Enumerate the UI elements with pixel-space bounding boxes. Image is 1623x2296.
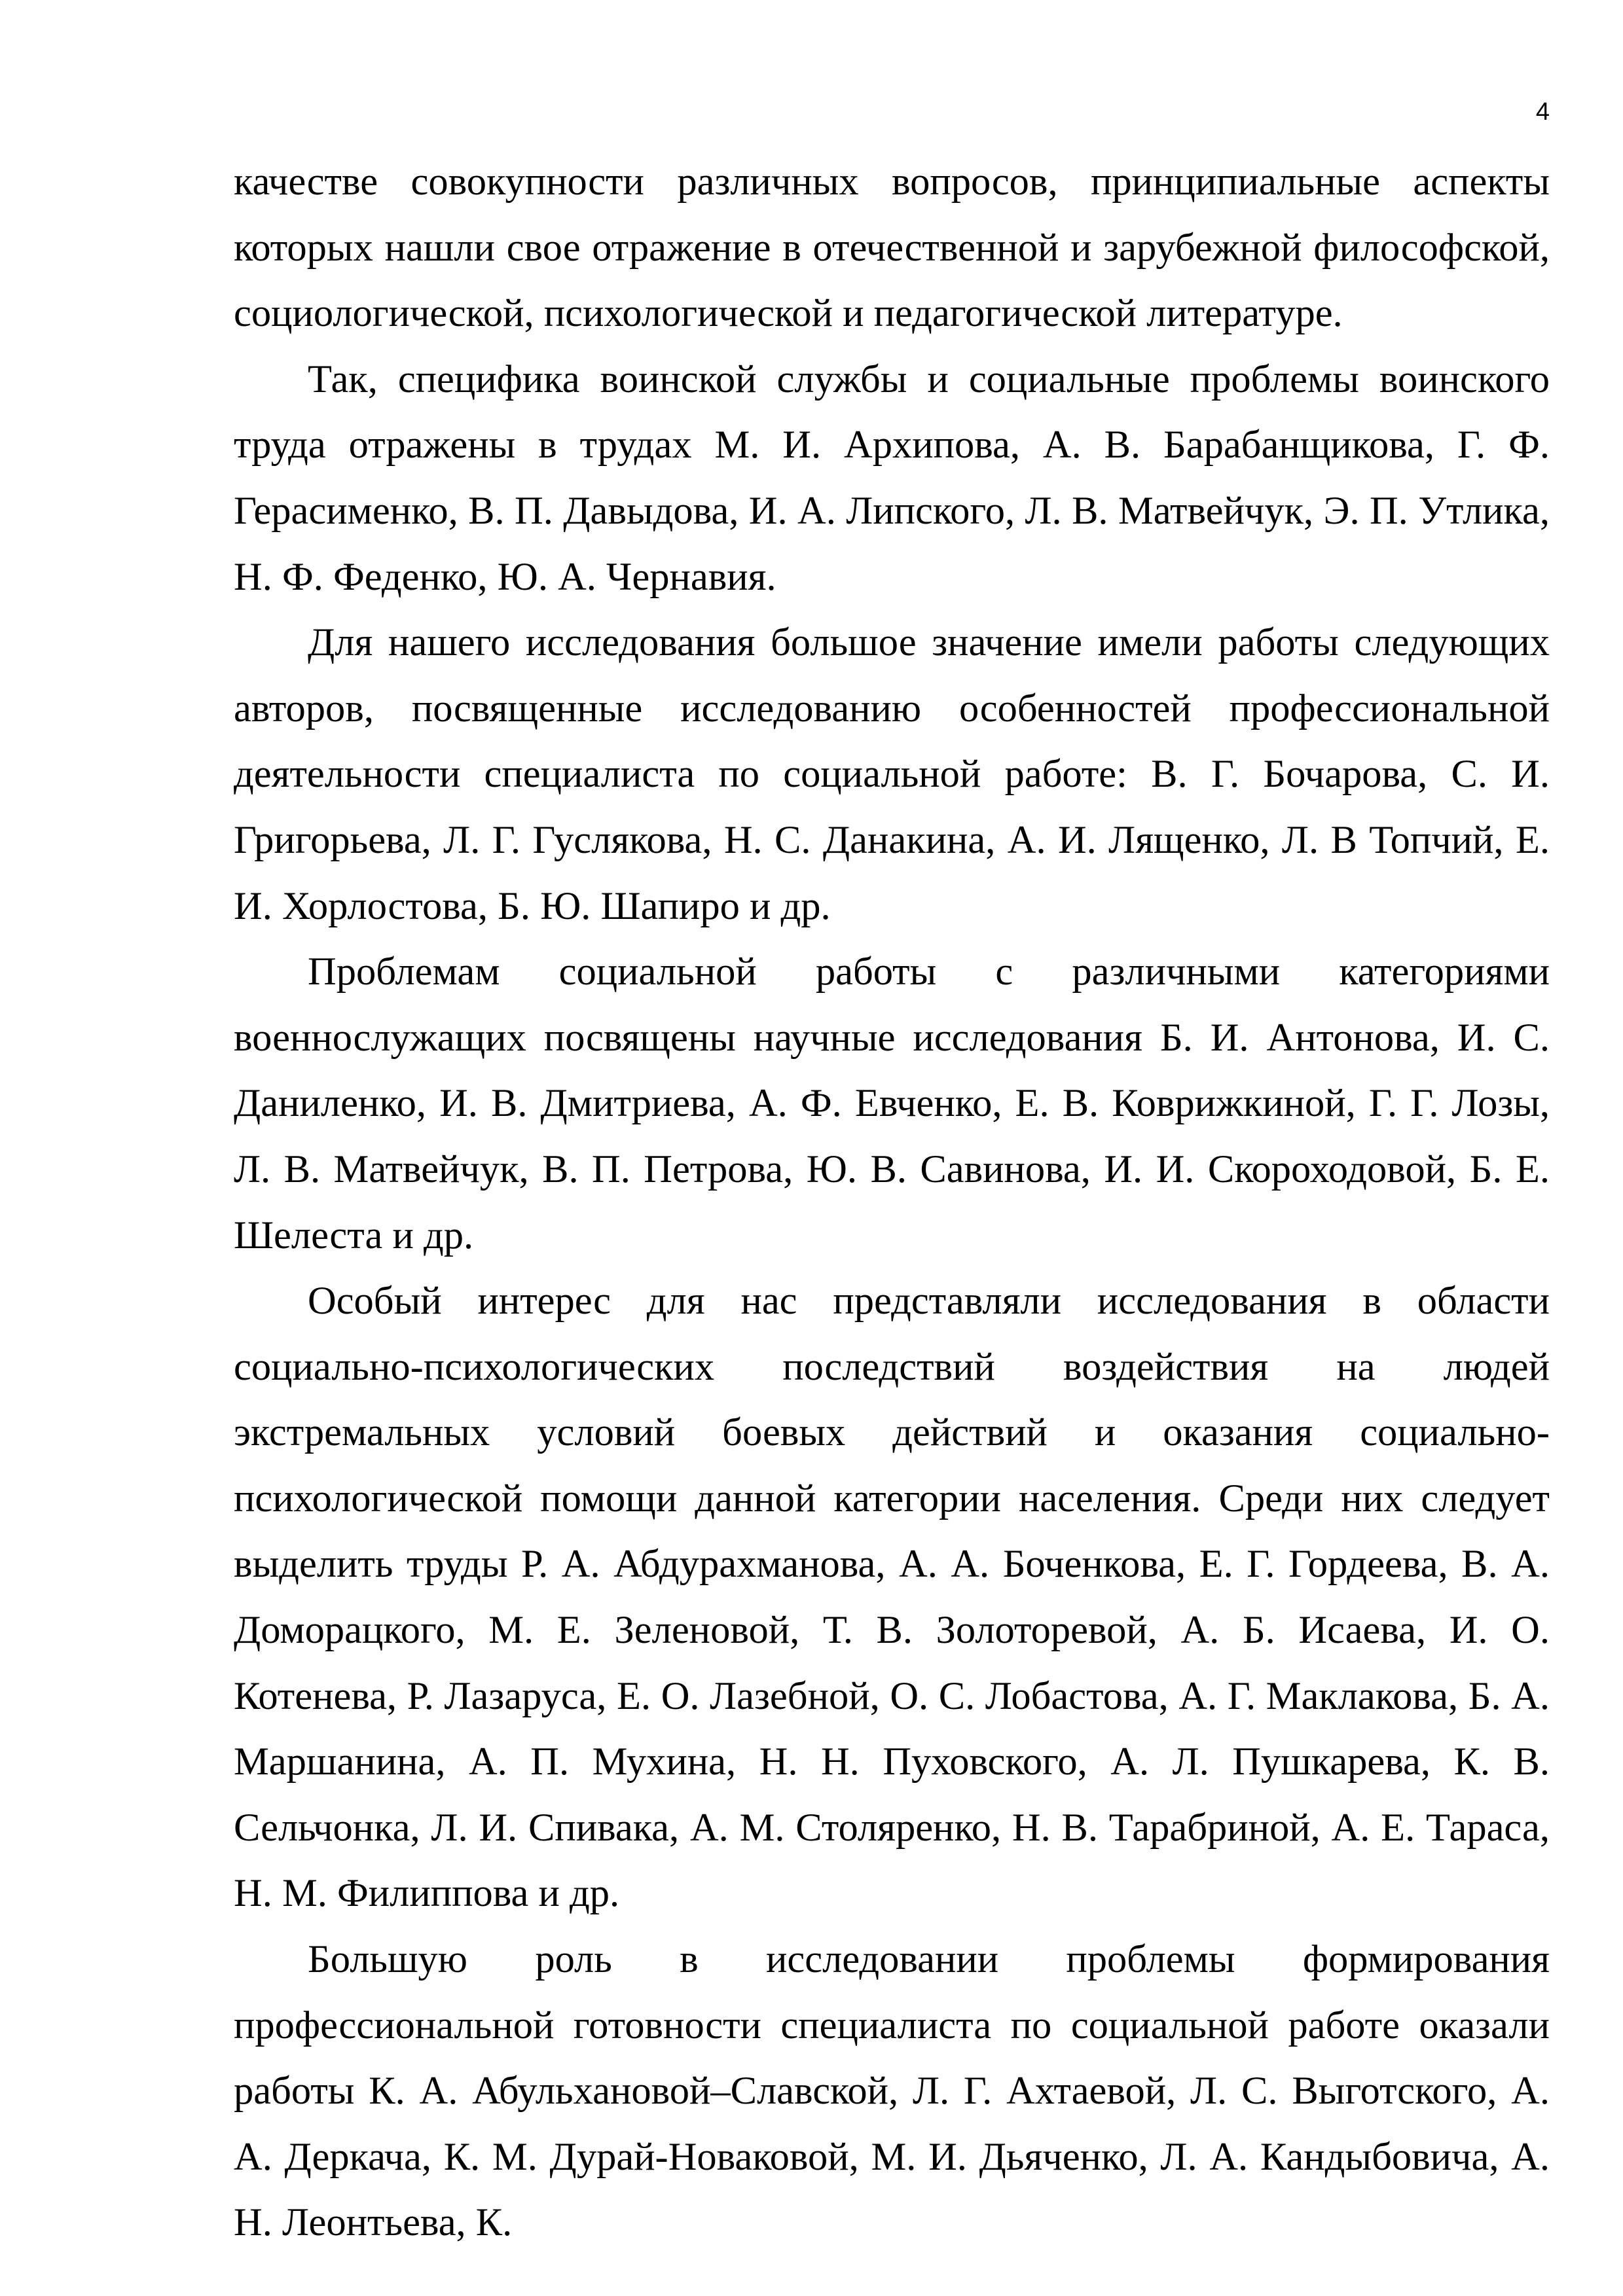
paragraph-extreme-conditions: Особый интерес для нас представляли исследования в области социально-психологических последствий воздействия на людей экстремальных условий боевых действий и оказания социально-психологической помощи данной категории населения. Среди них следует выделить труды Р. А. Абдурахманова, А. А. Боченкова, Е. Г. Гордеева, В. А. Доморацкого, М. Е. Зеленовой, Т. В. Золоторевой, А. Б. Исаева, И. О. Котенева, Р. Лазаруса, Е. О. Лазебной, О. С. Лобастова, А. Г. Маклакова, Б. А. Маршанина, А. П. Мухина, Н. Н. Пуховского, А. Л. Пушкарева, К. В. Сельчонка, Л. И. Спивака, А. М. Столяренко, Н. В. Тарабриной, А. Е. Тараса, Н. М. Филиппова и др. bbox=[234, 1279, 1550, 1916]
paragraph-continuation: качестве совокупности различных вопросов, принципиальные аспекты которых нашли свое отражение в отечественной и зарубежной философской, социологической, психологической и педагогической литературе. bbox=[234, 160, 1550, 336]
page-number: 4 bbox=[1535, 98, 1550, 126]
document-body bbox=[234, 149, 1550, 2256]
paragraph-military-service: Так, специфика воинской службы и социальные проблемы воинского труда отражены в трудах М. И. Архипова, А. В. Барабанщикова, Г. Ф. Герасименко, В. П. Давыдова, И. А. Липского, Л. В. Матвейчук, Э. П. Утлика, Н. Ф. Феденко, Ю. А. Чернавия. bbox=[234, 357, 1550, 599]
paragraph-professional-readiness: Большую роль в исследовании проблемы формирования профессиональной готовности специалиста по социальной работе оказали работы К. А. Абульхановой–Славской, Л. Г. Ахтаевой, Л. С. Выготского, А. А. Деркача, К. М. Дурай-Новаковой, М. И. Дьяченко, Л. А. Кандыбовича, А. Н. Леонтьева, К. bbox=[234, 1937, 1550, 2245]
paragraph-social-work-specialists: Для нашего исследования большое значение имели работы следующих авторов, посвященные исследованию особенностей профессиональной деятельности специалиста по социальной работе: В. Г. Бочарова, С. И. Григорьева, Л. Г. Гуслякова, Н. С. Данакина, А. И. Лященко, Л. В Топчий, Е. И. Хорлостова, Б. Ю. Шапиро и др. bbox=[234, 620, 1550, 928]
paragraph-military-categories: Проблемам социальной работы с различными категориями военнослужащих посвящены научные исследования Б. И. Антонова, И. С. Даниленко, И. В. Дмитриева, А. Ф. Евченко, Е. В. Коврижкиной, Г. Г. Лозы, Л. В. Матвейчук, В. П. Петрова, Ю. В. Савинова, И. И. Скороходовой, Б. Е. Шелеста и др. bbox=[234, 950, 1550, 1257]
